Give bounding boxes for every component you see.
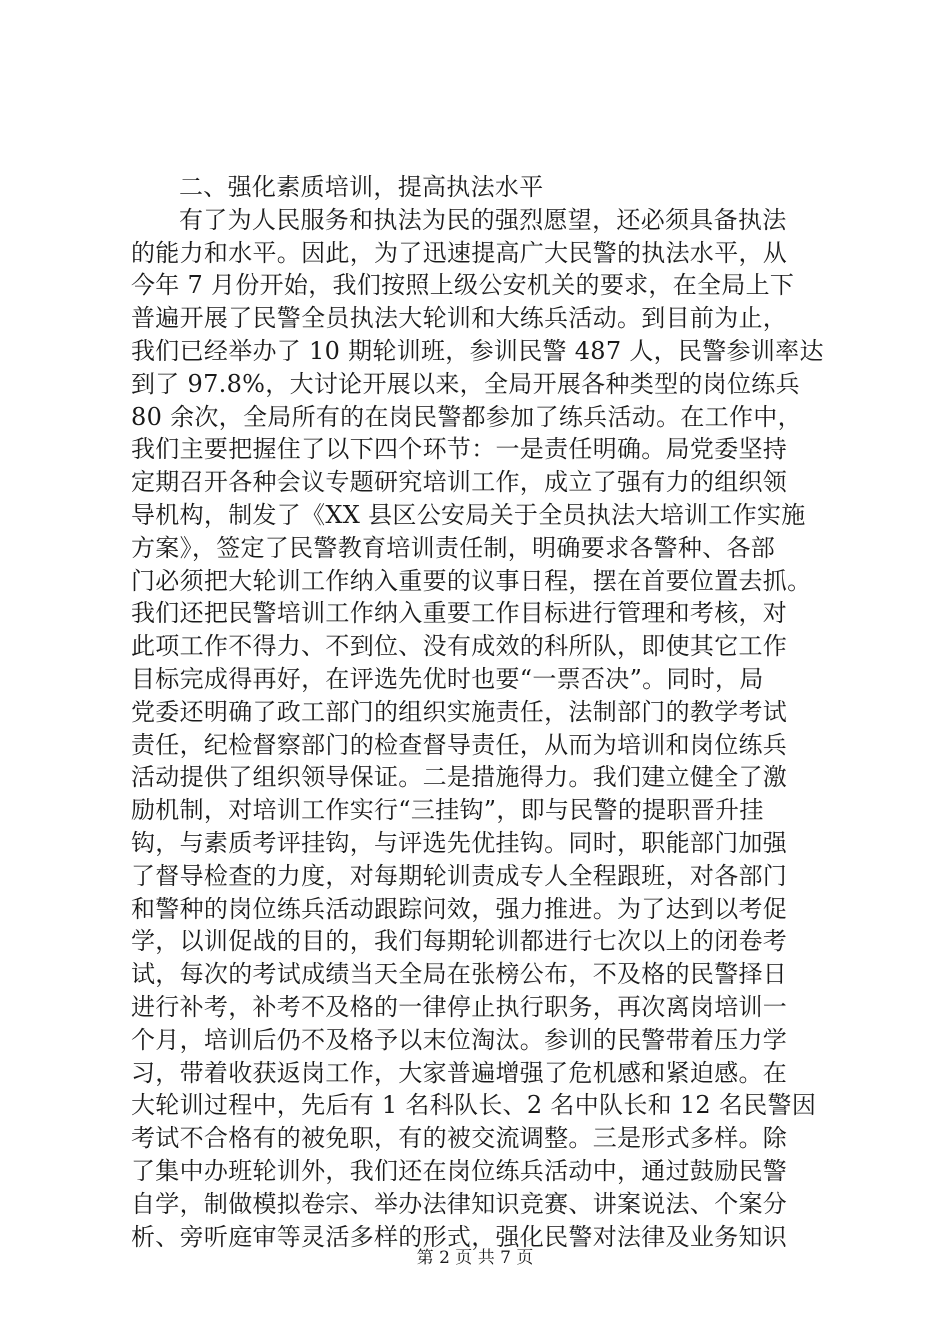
paragraph-line: 了集中办班轮训外，我们还在岗位练兵活动中，通过鼓励民警 [131,1156,788,1185]
paragraph-line: 析、旁听庭审等灵活多样的形式，强化民警对法律及业务知识 [131,1222,788,1251]
paragraph-line: 党委还明确了政工部门的组织实施责任，法制部门的教学考试 [131,697,788,726]
paragraph-line: 试，每次的考试成绩当天全局在张榜公布，不及格的民警择日 [131,960,788,989]
paragraph-line: 大轮训过程中，先后有 1 名科队长、2 名中队长和 12 名民警因 [131,1091,817,1120]
page-number-footer: 第 2 页 共 7 页 [416,1248,534,1268]
paragraph-line: 自学，制做模拟卷宗、举办法律知识竞赛、讲案说法、个案分 [131,1189,788,1218]
paragraph-line: 我们已经举办了 10 期轮训班，参训民警 487 人，民警参训率达 [131,336,824,365]
paragraph-line: 励机制，对培训工作实行“三挂钩”，即与民警的提职晋升挂 [131,796,764,825]
paragraph-line: 到了 97.8%，大讨论开展以来，全局开展各种类型的岗位练兵 [131,369,800,398]
paragraph-line: 定期召开各种会议专题研究培训工作，成立了强有力的组织领 [131,468,788,497]
paragraph-line: 个月，培训后仍不及格予以末位淘汰。参训的民警带着压力学 [131,1025,788,1054]
paragraph-line: 活动提供了组织领导保证。二是措施得力。我们建立健全了激 [131,763,788,792]
paragraph-line: 学，以训促战的目的，我们每期轮训都进行七次以上的闭卷考 [131,927,788,956]
paragraph-line: 责任，纪检督察部门的检查督导责任，从而为培训和岗位练兵 [131,730,788,759]
paragraph-line: 此项工作不得力、不到位、没有成效的科所队，即使其它工作 [131,632,788,661]
paragraph-line: 我们主要把握住了以下四个环节：一是责任明确。局党委坚持 [131,435,788,464]
paragraph-line: 普遍开展了民警全员执法大轮训和大练兵活动。到目前为止， [131,304,788,333]
paragraph-line: 我们还把民警培训工作纳入重要工作目标进行管理和考核，对 [131,599,788,628]
paragraph-line: 习，带着收获返岗工作，大家普遍增强了危机感和紧迫感。在 [131,1058,788,1087]
body-text [131,171,831,1253]
paragraph-line: 进行补考，补考不及格的一律停止执行职务，再次离岗培训一 [131,992,788,1021]
paragraph-line: 今年 7 月份开始，我们按照上级公安机关的要求，在全局上下 [131,271,795,300]
paragraph-line: 考试不合格有的被免职，有的被交流调整。三是形式多样。除 [131,1124,788,1153]
paragraph-line: 方案》，签定了民警教育培训责任制，明确要求各警种、各部 [131,533,776,562]
paragraph-line: 了督导检查的力度，对每期轮训责成专人全程跟班，对各部门 [131,861,788,890]
paragraph-line: 有了为人民服务和执法为民的强烈愿望，还必须具备执法 [179,205,787,234]
paragraph-line: 门必须把大轮训工作纳入重要的议事日程，摆在首要位置去抓。 [131,566,812,595]
paragraph-line: 的能力和水平。因此，为了迅速提高广大民警的执法水平，从 [131,238,788,267]
section-heading: 二、强化素质培训，提高执法水平 [179,173,544,201]
paragraph-line: 和警种的岗位练兵活动跟踪问效，强力推进。为了达到以考促 [131,894,788,923]
paragraph-line: 导机构，制发了《XX 县区公安局关于全员执法大培训工作实施 [131,500,806,529]
paragraph-line: 钩，与素质考评挂钩，与评选先优挂钩。同时，职能部门加强 [131,828,788,857]
paragraph-line: 目标完成得再好，在评选先优时也要“一票否决”。同时，局 [131,664,764,693]
paragraph-line: 80 余次，全局所有的在岗民警都参加了练兵活动。在工作中， [131,402,802,431]
